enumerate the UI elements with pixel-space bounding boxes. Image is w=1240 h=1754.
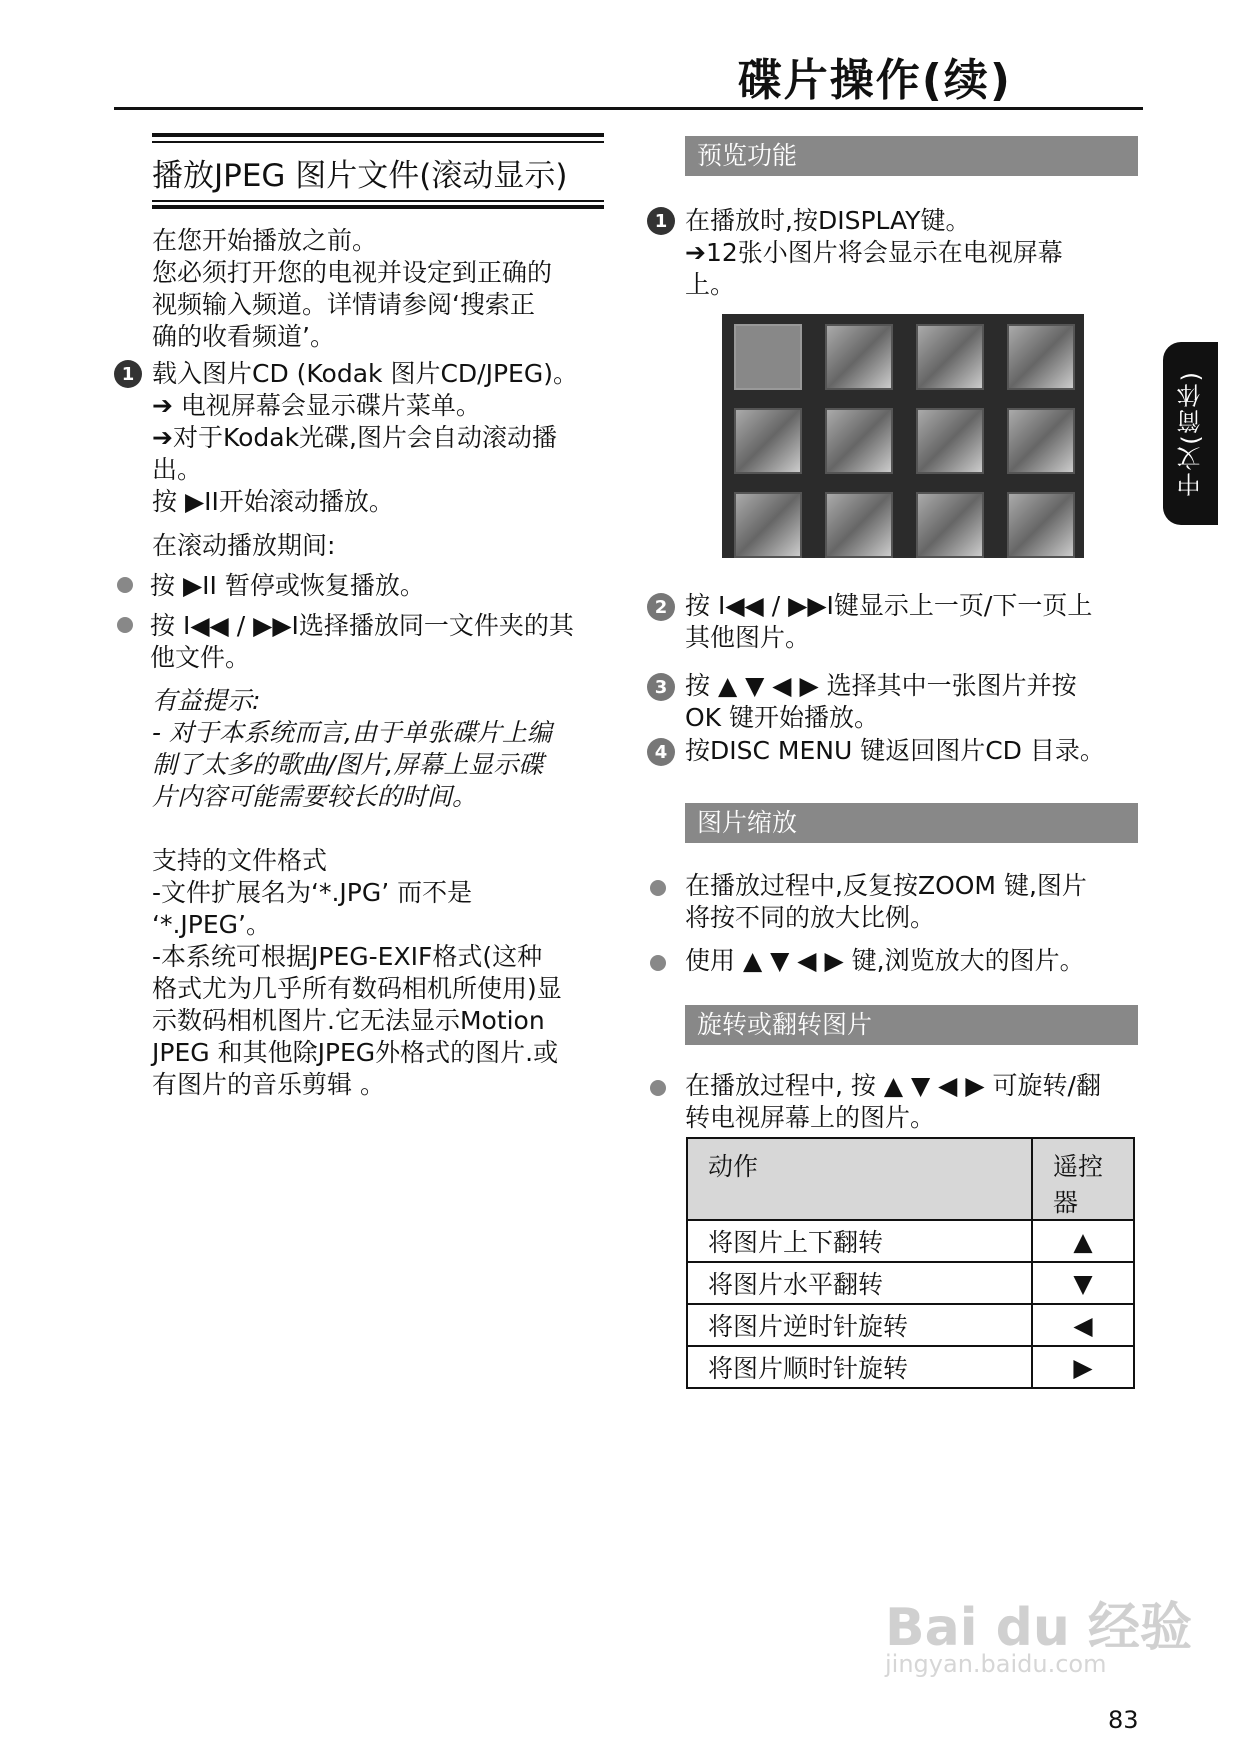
table-row: 将图片顺时针旋转 ▶ [687, 1346, 1134, 1388]
during-label: 在滚动播放期间: [152, 531, 336, 560]
step-number-2: 2 [647, 593, 675, 621]
thumbnail [825, 408, 893, 474]
rotate-heading: 旋转或翻转图片 [685, 1005, 1138, 1045]
thumbnail [916, 492, 984, 558]
page-number: 83 [1108, 1706, 1139, 1734]
page-title: 碟片操作(续) [737, 55, 1012, 106]
step-number-3: 3 [647, 673, 675, 701]
tip-text: 有益提示: - 对于本系统而言,由于单张碟片上编 制了太多的歌曲/图片,屏幕上显示碟 片内容可能需要较长的时间。 [152, 686, 552, 811]
title-divider [114, 107, 1143, 110]
rotation-table [686, 1137, 1135, 1389]
thumbnail [1007, 492, 1075, 558]
table-header-row [687, 1138, 1134, 1220]
table-header-action: 动作 [687, 1138, 1032, 1220]
thumbnail [1007, 408, 1075, 474]
preview-step-1-text: 在播放时,按DISPLAY键。 ➔12张小图片将会显示在电视屏幕 上。 [685, 206, 1063, 299]
table-header-remote: 遥控器 [1032, 1138, 1134, 1220]
preview-step-3-text: 按 ▲ ▼ ◀ ▶ 选择其中一张图片并按 OK 键开始播放。 [685, 671, 1077, 732]
rotate-bullet-text: 在播放过程中, 按 ▲ ▼ ◀ ▶ 可旋转/翻 转电视屏幕上的图片。 [685, 1071, 1101, 1132]
step-number-1: 1 [114, 360, 142, 388]
thumbnail [734, 492, 802, 558]
section-rule-bottom [152, 205, 604, 209]
thumbnail [825, 492, 893, 558]
section-rule-top-thin [152, 141, 604, 143]
bullet-dot [117, 577, 133, 593]
thumbnail [734, 324, 802, 390]
formats-text: 支持的文件格式 -文件扩展名为‘*.JPG’ 而不是 ‘*.JPEG’。 -本系统可根据JPEG-EXIF格式(这种 格式尤为几乎所有数码相机所使用)显 示数码相机图片.它无法显示Motion JPEG 和其他除JPEG外格式的图片.或 有图片的音乐剪辑 。 [152, 846, 562, 1099]
thumbnail [916, 324, 984, 390]
section-title: 播放JPEG 图片文件(滚动显示) [152, 158, 568, 194]
zoom-bullet-text: 在播放过程中,反复按ZOOM 键,图片 将按不同的放大比例。 [685, 871, 1087, 932]
bullet-dot [117, 617, 133, 633]
thumbnail-grid [722, 314, 1084, 558]
thumbnail [1007, 324, 1075, 390]
bullet-dot [650, 1080, 666, 1096]
language-tab-label: 中文(简体) [1177, 370, 1205, 497]
table-row: 将图片逆时针旋转 ◀ [687, 1304, 1134, 1346]
bullet-dot [650, 955, 666, 971]
section-rule-bottom-thin [152, 200, 604, 202]
watermark-url: jingyan.baidu.com [885, 1650, 1107, 1678]
thumbnail [825, 324, 893, 390]
watermark-logo: Bai du 经验 [885, 1598, 1192, 1658]
thumbnail [734, 408, 802, 474]
table-row: 将图片水平翻转 ▼ [687, 1262, 1134, 1304]
preview-heading: 预览功能 [685, 136, 1138, 176]
intro-text: 在您开始播放之前。 您必须打开您的电视并设定到正确的 视频输入频道。详情请参阅‘搜索正 确的收看频道’。 [152, 226, 553, 351]
thumbnail [916, 408, 984, 474]
table-row: 将图片上下翻转 ▲ [687, 1220, 1134, 1262]
step-number-1: 1 [647, 207, 675, 235]
language-tab [1163, 342, 1218, 525]
step-number-4: 4 [647, 738, 675, 766]
bullet-text: 按 ▶II 暂停或恢复播放。 [150, 571, 425, 600]
preview-step-2-text: 按 I◀◀ / ▶▶I键显示上一页/下一页上 其他图片。 [685, 591, 1093, 652]
zoom-bullet-text: 使用 ▲ ▼ ◀ ▶ 键,浏览放大的图片。 [685, 946, 1085, 975]
step-1-text: 载入图片CD (Kodak 图片CD/JPEG)。 ➔ 电视屏幕会显示碟片菜单。 ➔对于Kodak光碟,图片会自动滚动播 出。 按 ▶II开始滚动播放。 [152, 359, 578, 516]
bullet-text: 按 I◀◀ / ▶▶I选择播放同一文件夹的其 他文件。 [150, 611, 574, 672]
preview-step-4-text: 按DISC MENU 键返回图片CD 目录。 [685, 736, 1105, 765]
bullet-dot [650, 880, 666, 896]
zoom-heading: 图片缩放 [685, 803, 1138, 843]
section-rule-top [152, 133, 604, 137]
